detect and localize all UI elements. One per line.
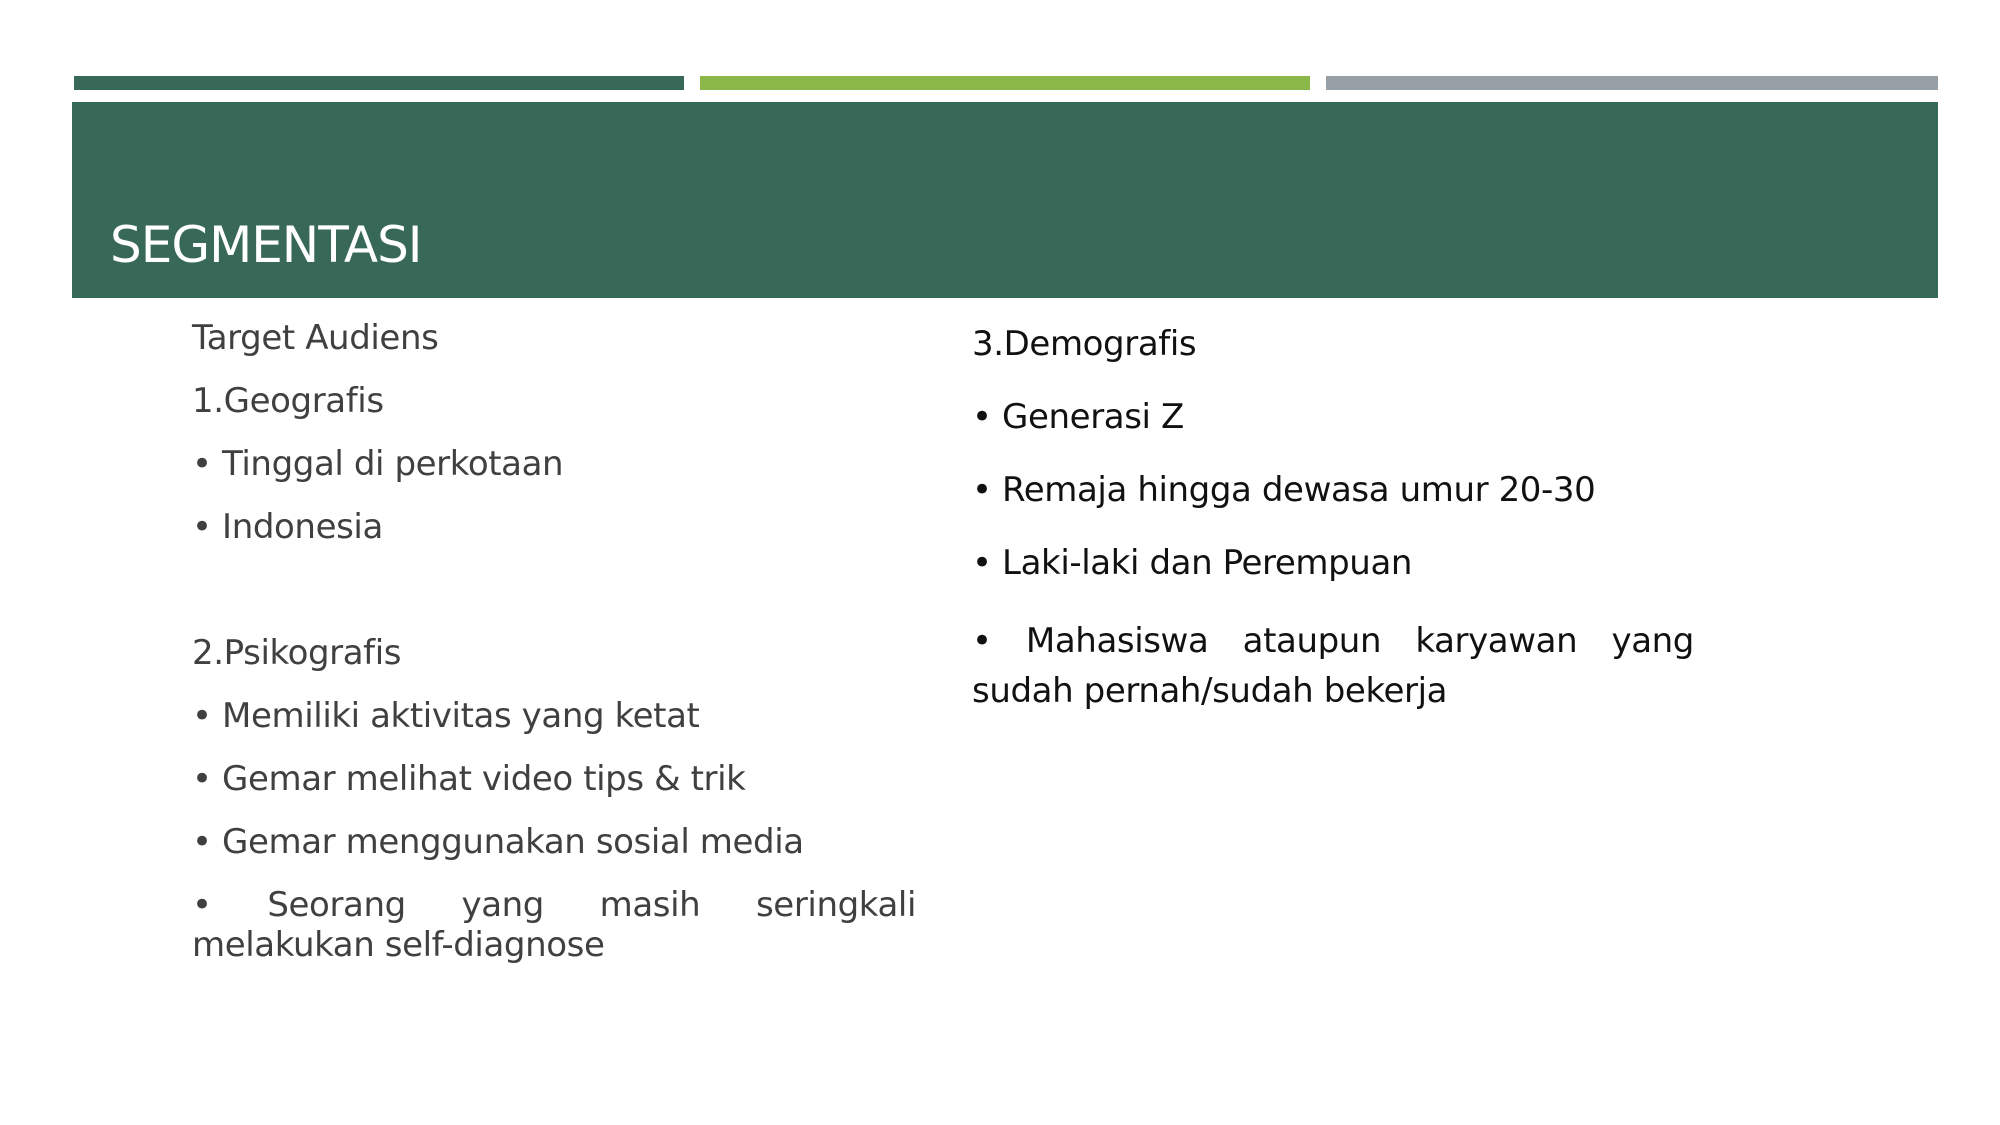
geografis-item: • Indonesia xyxy=(192,507,383,547)
demografis-item: • Generasi Z xyxy=(972,397,1184,437)
psikografis-item: • Seorang yang masih seringkali melakukan self-diagnose xyxy=(192,885,916,965)
target-audiens-heading: Target Audiens xyxy=(192,318,439,358)
demografis-label: 3.Demografis xyxy=(972,324,1197,364)
demografis-item: • Mahasiswa ataupun karyawan yang sudah pernah/sudah bekerja xyxy=(972,621,1694,711)
psikografis-label: 2.Psikografis xyxy=(192,633,402,673)
accent-bar-gray xyxy=(1326,76,1938,90)
geografis-label: 1.Geografis xyxy=(192,381,384,421)
left-column xyxy=(192,318,916,988)
psikografis-item: • Memiliki aktivitas yang ketat xyxy=(192,696,700,736)
slide-title: SEGMENTASI xyxy=(110,216,422,274)
demografis-item: • Laki-laki dan Perempuan xyxy=(972,543,1413,583)
accent-bar-dark-green xyxy=(74,76,684,90)
accent-bar-light-green xyxy=(700,76,1310,90)
demografis-item: • Remaja hingga dewasa umur 20-30 xyxy=(972,470,1596,510)
geografis-item: • Tinggal di perkotaan xyxy=(192,444,564,484)
psikografis-item: • Gemar menggunakan sosial media xyxy=(192,822,804,862)
title-band xyxy=(72,102,1938,298)
right-column xyxy=(972,324,1694,749)
psikografis-item: • Gemar melihat video tips & trik xyxy=(192,759,746,799)
